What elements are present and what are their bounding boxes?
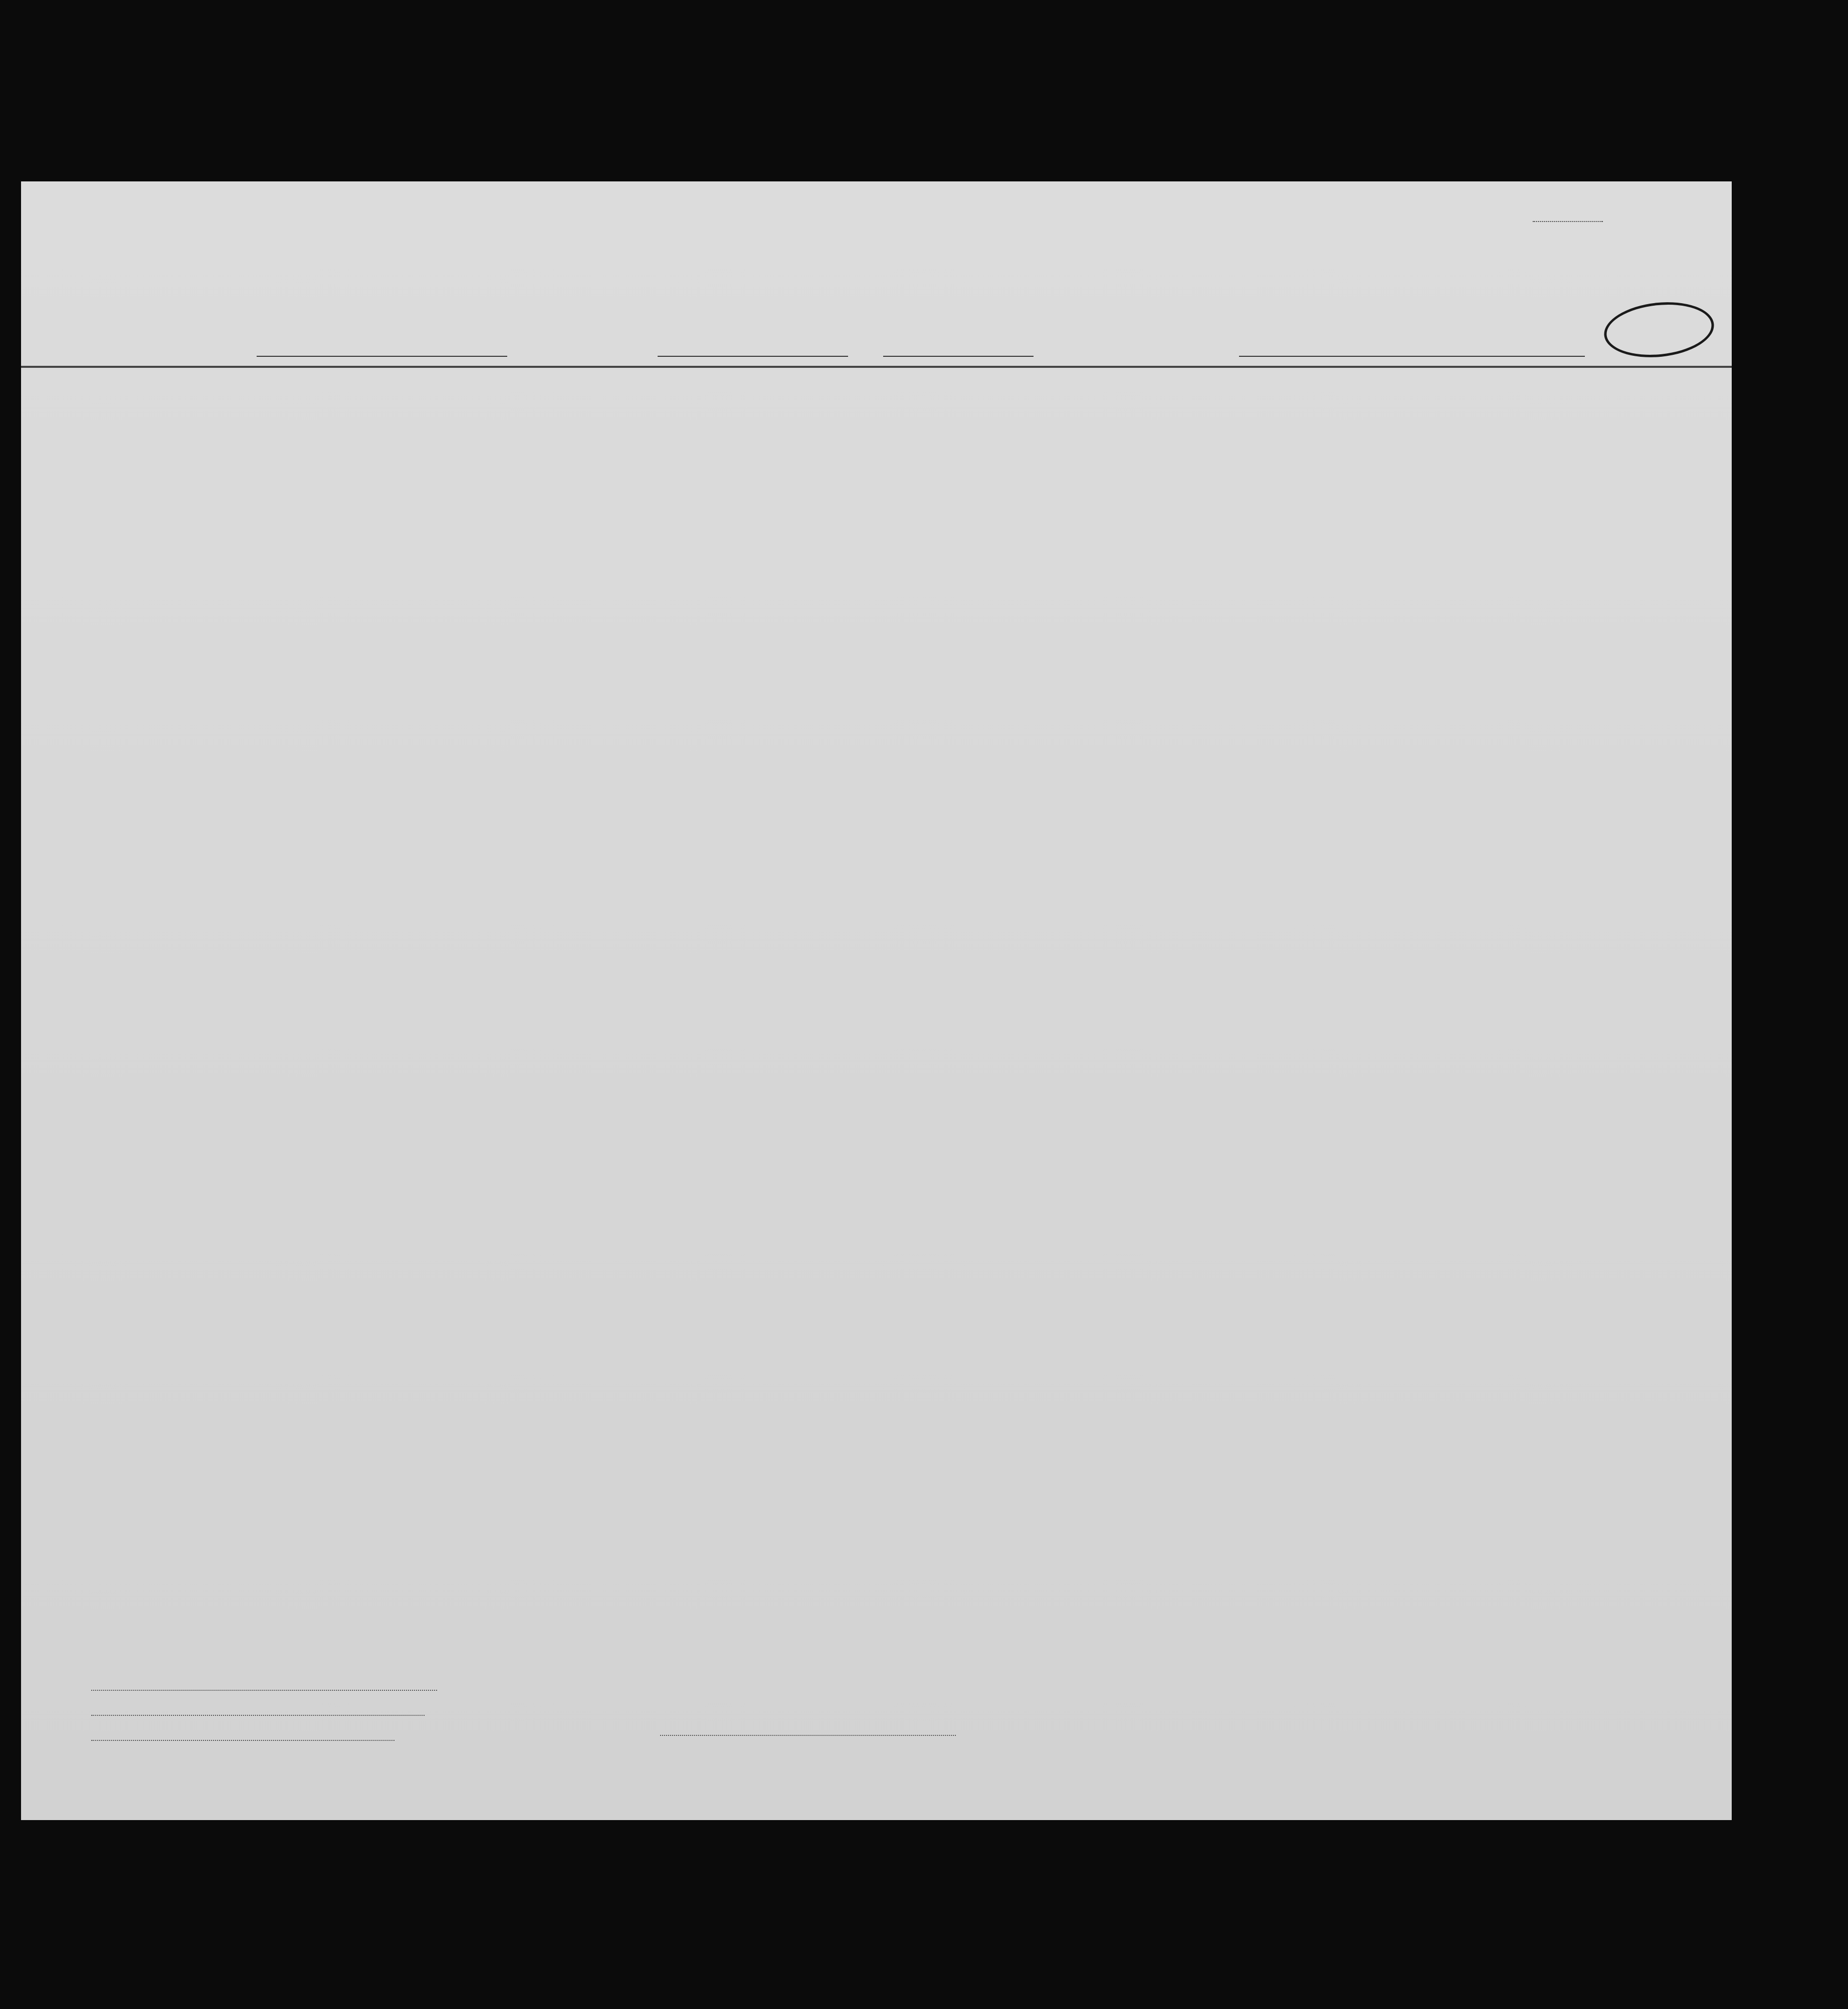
owners-field	[91, 1707, 425, 1718]
manifest-grid	[21, 181, 1732, 1820]
agents-blank	[91, 1740, 394, 1741]
line-blank	[91, 1690, 437, 1691]
owners-blank	[91, 1715, 425, 1716]
local-agents-field	[91, 1732, 394, 1743]
inspector-signature-line	[660, 1735, 956, 1736]
line-field	[91, 1682, 437, 1693]
manifest-sheet	[21, 181, 1732, 1820]
